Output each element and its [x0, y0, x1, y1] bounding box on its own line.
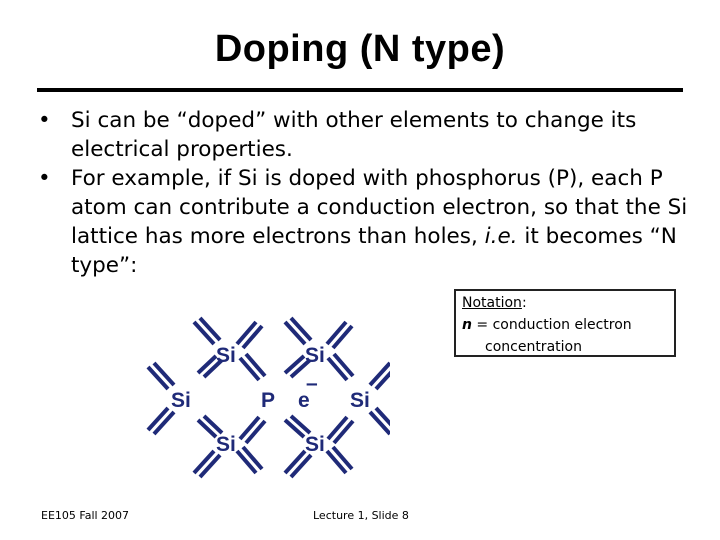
silicon-lattice-diagram — [140, 315, 390, 490]
bond — [237, 447, 262, 473]
bullet-item — [38, 164, 698, 280]
electron-charge-sign: – — [306, 372, 318, 395]
bond — [237, 322, 262, 348]
notation-box — [454, 289, 676, 357]
bond — [148, 363, 174, 389]
atom-si-label: Si — [305, 433, 325, 456]
bond — [240, 354, 265, 380]
atom-p-label: P — [261, 389, 276, 412]
bullet-list — [38, 106, 698, 280]
atom-si-label: Si — [305, 344, 325, 367]
bond — [328, 354, 353, 380]
notation-variable: n — [462, 317, 472, 333]
notation-definition-cont: concentration — [485, 339, 582, 355]
bullet-item — [38, 106, 698, 164]
bond — [370, 363, 390, 389]
bond — [240, 417, 265, 443]
atom-si-label: Si — [171, 389, 191, 412]
notation-heading: Notation — [462, 295, 522, 311]
bond — [327, 447, 352, 473]
footer-course: EE105 Fall 2007 — [41, 509, 130, 522]
bond — [328, 417, 353, 443]
notation-definition: = conduction electron — [471, 317, 632, 333]
bond — [327, 322, 352, 348]
electron-label: e — [298, 389, 310, 412]
bullet-text-post: it becomes “N type”: — [71, 224, 677, 278]
title-divider — [37, 88, 683, 92]
bullet-text-pre: For example, if Si is doped with phosphorus (P), each P atom can contribute a conduction electron, so that the Si lattice has more electrons than holes, — [71, 166, 688, 249]
atom-si-label: Si — [216, 344, 236, 367]
bullet-marker: • — [38, 166, 51, 191]
atom-si-label: Si — [216, 433, 236, 456]
bullet-marker: • — [38, 108, 51, 133]
atom-si-label: Si — [350, 389, 370, 412]
bond — [194, 318, 220, 344]
footer-slide-ref: Lecture 1, Slide 8 — [313, 509, 409, 522]
bullet-text: Si can be “doped” with other elements to change its electrical properties. — [71, 108, 637, 162]
notation-colon: : — [521, 295, 527, 311]
bullet-text-italic: i.e. — [484, 224, 518, 249]
bond — [285, 318, 311, 344]
slide-title: Doping (N type) — [214, 28, 506, 70]
bond — [370, 408, 390, 434]
